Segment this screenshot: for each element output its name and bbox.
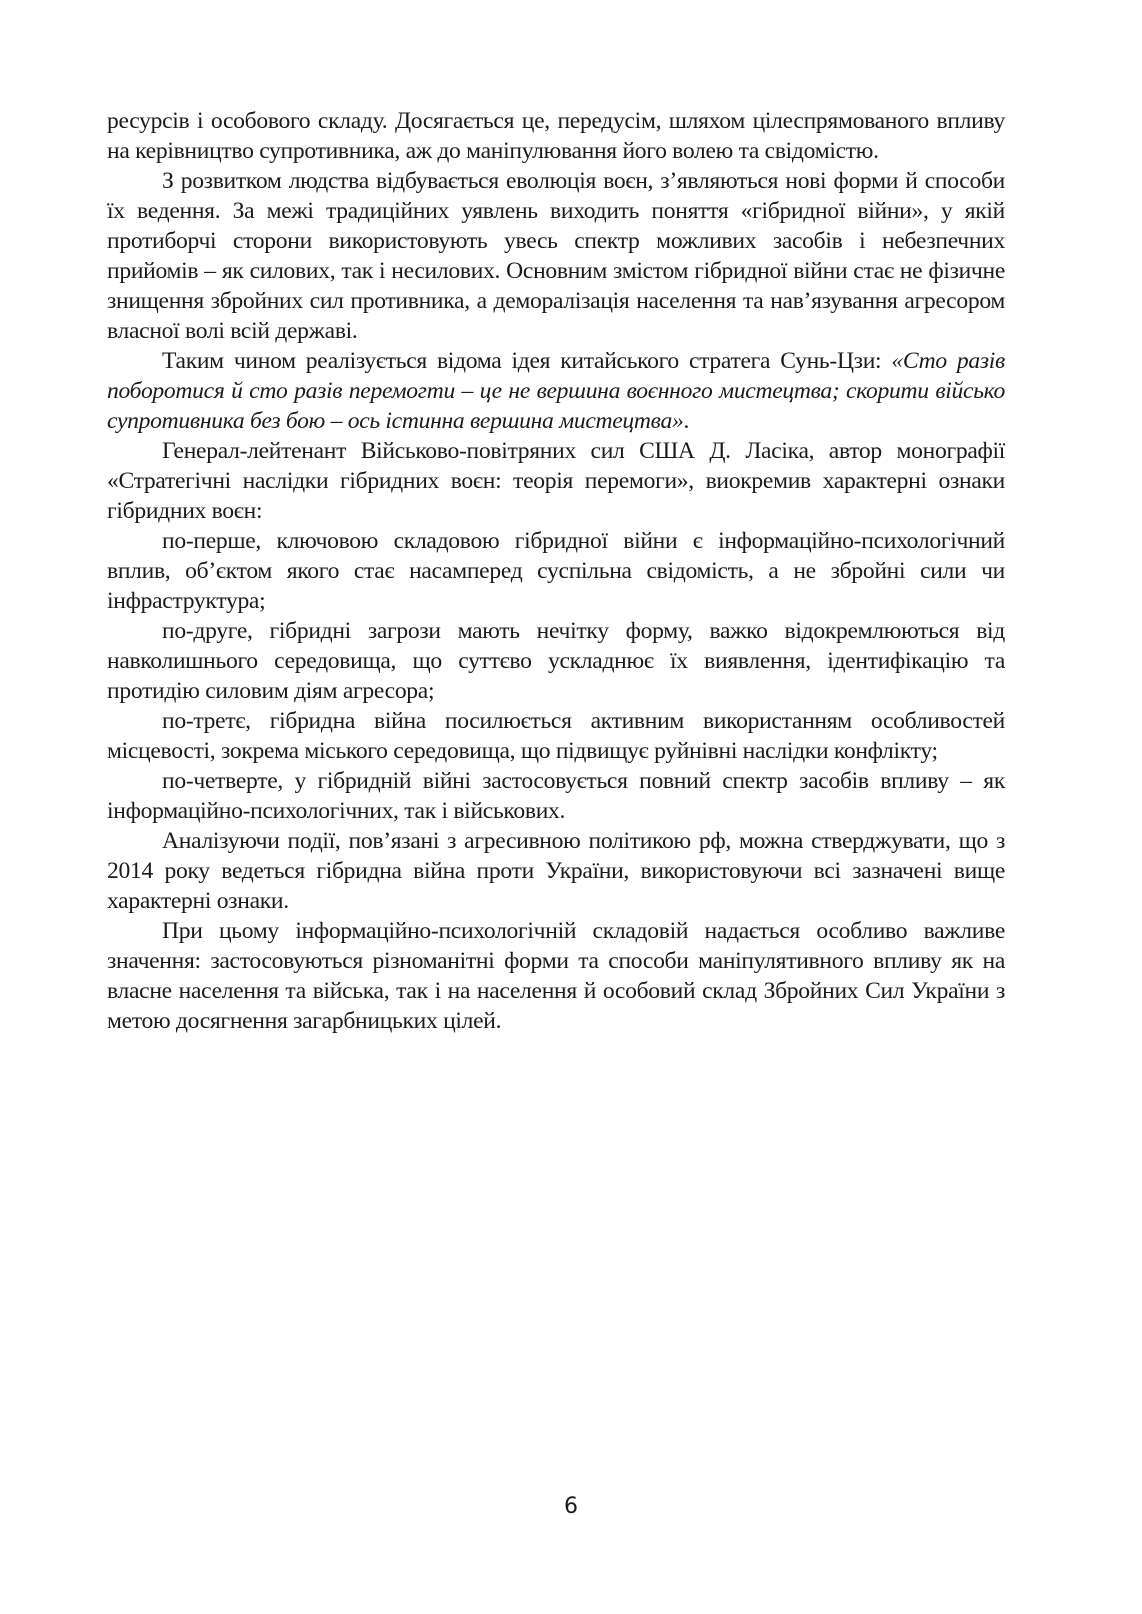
page-number: 6 [564, 1494, 578, 1519]
sun-tzu-quote: «Сто разів поборотися й сто разів перемогти – це не вершина воєнного мистецтва; скорити військо супротивника без бою – ось істинна вершина мистецтва» [107, 348, 1005, 434]
paragraph-continuation: ресурсів і особового складу. Досягається це, передусім, шляхом цілеспрямованого впливу на керівництво супротивника, аж до маніпулювання його волею та свідомістю. [107, 108, 1005, 164]
paragraph-lasika: Генерал-лейтенант Військово-повітряних сил США Д. Ласіка, автор монографії «Стратегічні наслідки гібридних воєн: теорія перемоги», виокремив характерні ознаки гібридних воєн: [107, 438, 1005, 524]
document-page [107, 106, 1005, 1036]
quote-intro: Таким чином реалізується відома ідея китайського стратега Сунь-Цзи: [162, 348, 892, 374]
paragraph-hybrid-war-evolution: З розвитком людства відбувається еволюція воєн, з’являються нові форми й способи їх ведення. За межі традиційних уявлень виходить поняття «гібридної війни», у якій протиборчі сторони використовують увесь спектр можливих засобів і небезпечних прийомів – як силових, так і несилових. Основним змістом гібридної війни стає не фізичне знищення збройних сил противника, а деморалізація населення та нав’язування агресором власної волі всій державі. [107, 168, 1005, 344]
paragraph-analysis: Аналізуючи події, пов’язані з агресивною політикою рф, можна стверджувати, що з 2014 року ведеться гібридна війна проти України, використовуючи всі зазначені вище характерні ознаки. [107, 828, 1005, 914]
list-item-first: по-перше, ключовою складовою гібридної війни є інформаційно-психологічний вплив, об’єктом якого стає насамперед суспільна свідомість, а не збройні сили чи інфраструктура; [107, 528, 1005, 614]
paragraph-info-psych: При цьому інформаційно-психологічній складовій надається особливо важливе значення: застосовуються різноманітні форми та способи маніпулятивного впливу як на власне населення та війська, так і на населення й особовий склад Збройних Сил України з метою досягнення загарбницьких цілей. [107, 918, 1005, 1034]
quote-end: . [683, 408, 690, 434]
list-item-second: по-друге, гібридні загрози мають нечітку форму, важко відокремлюються від навколишнього середовища, що суттєво ускладнює їх виявлення, ідентифікацію та протидію силовим діям агресора; [107, 618, 1005, 704]
paragraph-sun-tzu-quote [107, 346, 1005, 436]
list-item-third: по-третє, гібридна війна посилюється активним використанням особливостей місцевості, зокрема міського середовища, що підвищує руйнівні наслідки конфлікту; [107, 708, 1005, 764]
list-item-fourth: по-четверте, у гібридній війні застосовується повний спектр засобів впливу – як інформаційно-психологічних, так і військових. [107, 768, 1005, 824]
